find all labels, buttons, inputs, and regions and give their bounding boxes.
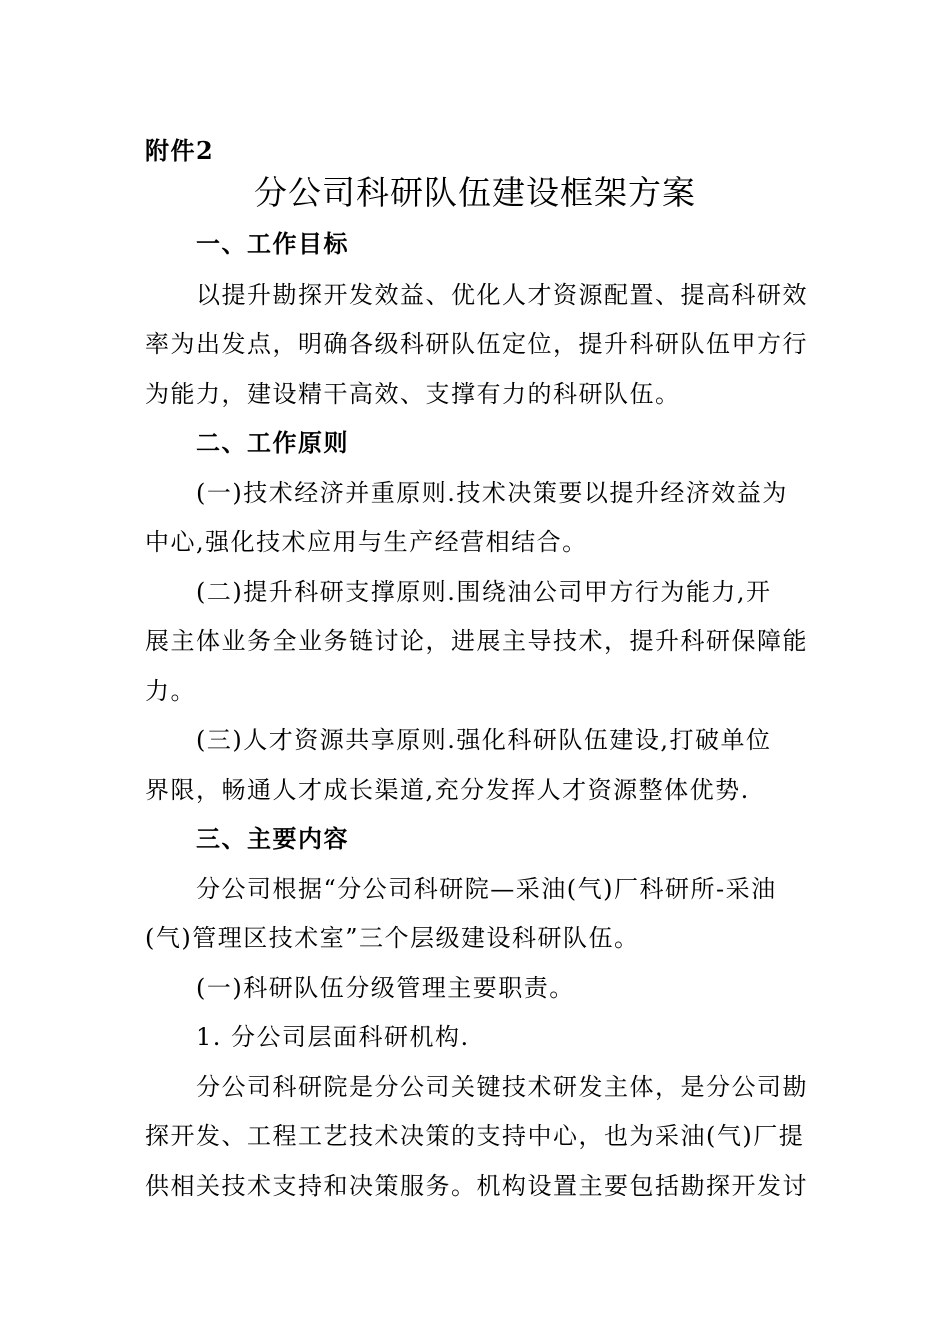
numbered-item: 1. 分公司层面科研机构. xyxy=(196,1023,470,1051)
paragraph-line: (一)技术经济并重原则.技术决策要以提升经济效益为 xyxy=(196,479,788,507)
paragraph-line: 分公司根据“分公司科研院—采油(气)厂科研所-采油 xyxy=(196,875,777,903)
paragraph-line: 供相关技术支持和决策服务。机构设置主要包括勘探开发讨 xyxy=(145,1172,808,1200)
paragraph-line: 以提升勘探开发效益、优化人才资源配置、提高科研效 xyxy=(196,281,808,309)
attachment-label: 附件2 xyxy=(145,136,215,165)
paragraph-line: 界限，畅通人才成长渠道,充分发挥人才资源整体优势. xyxy=(145,776,750,804)
subsection-heading: (一)科研队伍分级管理主要职责。 xyxy=(196,974,575,1002)
paragraph-line: 中心,强化技术应用与生产经营相结合。 xyxy=(145,528,588,556)
paragraph-line: (二)提升科研支撑原则.围绕油公司甲方行为能力,开 xyxy=(196,578,772,606)
section-heading-goals: 一、工作目标 xyxy=(196,229,349,258)
paragraph-line: 率为出发点，明确各级科研队伍定位，提升科研队伍甲方行 xyxy=(145,330,808,358)
document-title: 分公司科研队伍建设框架方案 xyxy=(254,173,696,212)
paragraph-line: 探开发、工程工艺技术决策的支持中心，也为采油(气)厂提 xyxy=(145,1122,805,1150)
paragraph-line: 力。 xyxy=(145,677,196,705)
paragraph-line: 分公司科研院是分公司关键技术研发主体，是分公司勘 xyxy=(196,1073,808,1101)
section-heading-content: 三、主要内容 xyxy=(196,824,349,853)
paragraph-line: (气)管理区技术室”三个层级建设科研队伍。 xyxy=(145,924,640,952)
paragraph-line: (三)人才资源共享原则.强化科研队伍建设,打破单位 xyxy=(196,726,772,754)
paragraph-line: 展主体业务全业务链讨论，进展主导技术，提升科研保障能 xyxy=(145,627,808,655)
section-heading-principles: 二、工作原则 xyxy=(196,428,349,457)
paragraph-line: 为能力，建设精干高效、支撑有力的科研队伍。 xyxy=(145,380,681,408)
